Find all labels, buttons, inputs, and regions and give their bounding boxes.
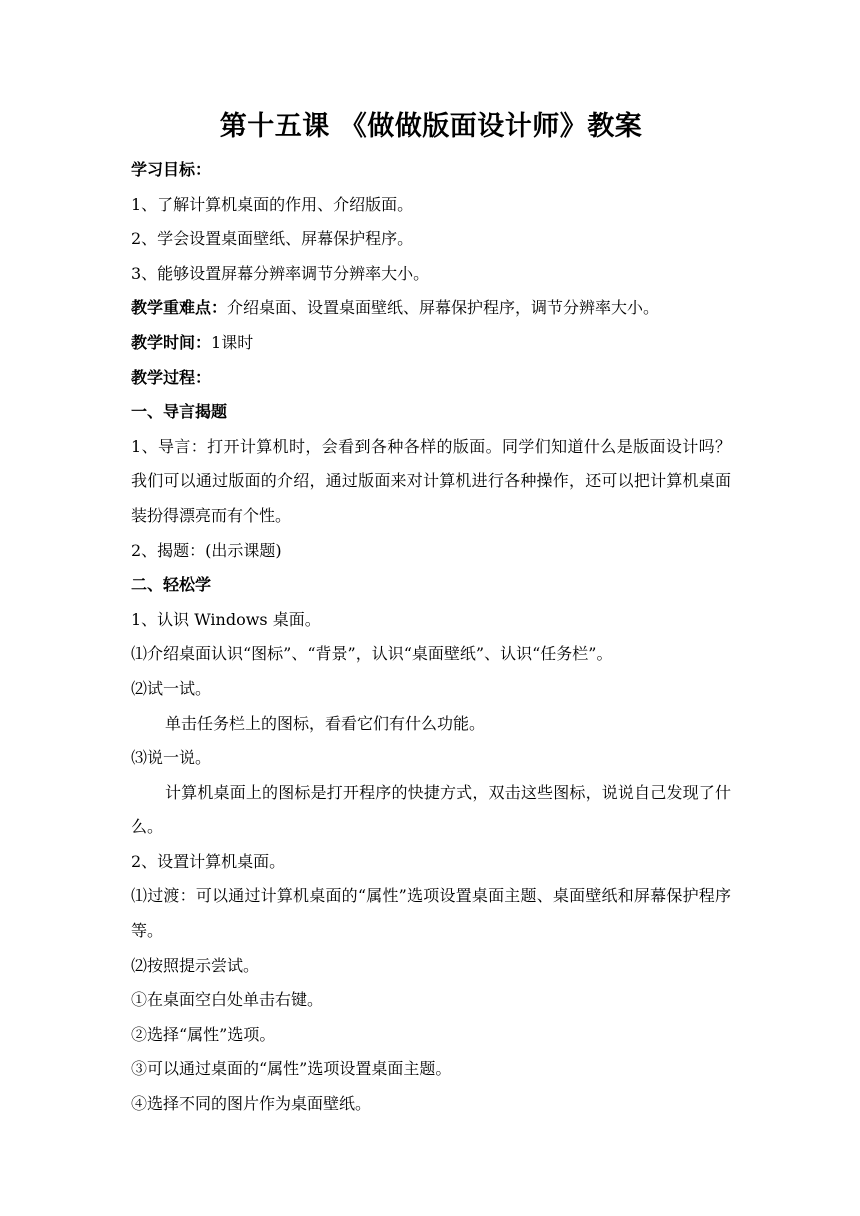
paragraph: 2、揭题：(出示课题) — [131, 540, 282, 560]
objectives-heading: 学习目标： — [131, 160, 212, 179]
list-item: ⑴过渡：可以通过计算机桌面的“属性”选项设置桌面主题、桌面壁纸和屏幕保护程序等。 — [131, 886, 731, 941]
objective-item: 2、学会设置桌面壁纸、屏幕保护程序。 — [131, 229, 414, 249]
key-points-label: 教学重难点： — [131, 298, 228, 318]
step-item: ①在桌面空白处单击右键。 — [131, 990, 324, 1010]
teaching-time-label: 教学时间： — [131, 332, 212, 352]
objective-item: 1、了解计算机桌面的作用、介绍版面。 — [131, 194, 414, 214]
list-item: ⑵试一试。 — [131, 678, 212, 698]
objective-item: 3、能够设置屏幕分辨率调节分辨率大小。 — [131, 263, 430, 283]
list-item: ⑴介绍桌面认识“图标”、“背景”，认识“桌面壁纸”、认识“任务栏”。 — [131, 644, 613, 664]
key-points-row — [131, 291, 731, 326]
section-heading: 一、导言揭题 — [131, 402, 228, 422]
list-item: 2、设置计算机桌面。 — [131, 851, 286, 871]
paragraph: 单击任务栏上的图标，看看它们有什么功能。 — [165, 713, 486, 733]
step-item: ②选择“属性”选项。 — [131, 1024, 276, 1044]
teaching-time-text: 1课时 — [211, 332, 254, 352]
list-item: ⑵按照提示尝试。 — [131, 955, 260, 975]
paragraph: 计算机桌面上的图标是打开程序的快捷方式，双击这些图标，说说自己发现了什么。 — [131, 782, 731, 837]
paragraph: 1、导言：打开计算机时，会看到各种各样的版面。同学们知道什么是版面设计吗？我们可以通过版面的介绍，通过版面来对计算机进行各种操作，还可以把计算机桌面装扮得漂亮而有个性。 — [131, 436, 731, 525]
page-title: 第十五课 《做做版面设计师》教案 — [219, 111, 643, 142]
list-item: 1、认识 Windows 桌面。 — [131, 609, 321, 629]
list-item: ⑶说一说。 — [131, 748, 212, 768]
key-points-text: 介绍桌面、设置桌面壁纸、屏幕保护程序，调节分辨率大小。 — [227, 298, 660, 318]
section-heading: 二、轻松学 — [131, 575, 212, 595]
teaching-time-row — [131, 326, 731, 361]
process-heading: 教学过程： — [131, 367, 212, 387]
document-page — [131, 107, 731, 1122]
step-item: ④选择不同的图片作为桌面壁纸。 — [131, 1094, 372, 1114]
step-item: ③可以通过桌面的“属性”选项设置桌面主题。 — [131, 1059, 452, 1079]
